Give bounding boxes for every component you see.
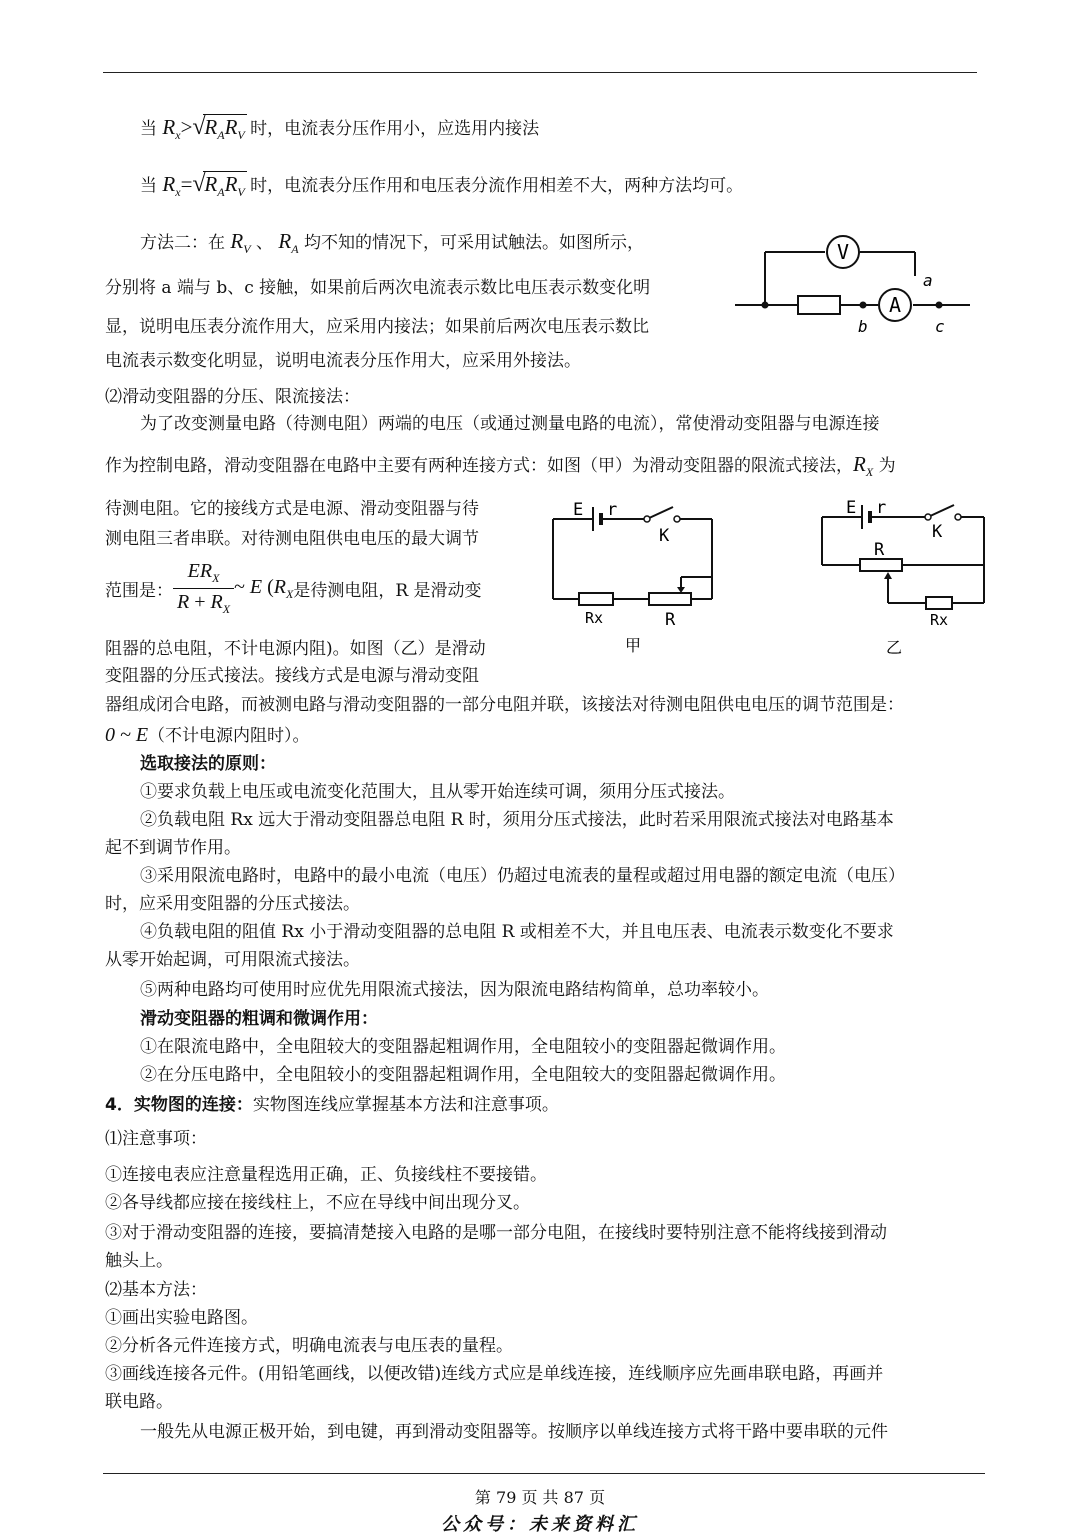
list-item: ④负载电阻的阻值 Rx 小于滑动变阻器的总电阻 R 或相差不大，并且电压表、电流表示数变化不要求: [140, 922, 894, 942]
text: 时，电流表分压作用小，应选用内接法: [244, 119, 540, 139]
list-item: ③采用限流电路时，电路中的最小电流（电压）仍超过电流表的量程或超过用电器的额定电流（电压）: [140, 866, 905, 886]
list-item: ②在分压电路中，全电阻较小的变阻器起粗调作用，全电阻较大的变阻器起微调作用。: [140, 1065, 786, 1085]
section-title: ⑴注意事项：: [105, 1129, 207, 1149]
paragraph-line: 测电阻三者串联。对待测电阻供电电压的最大调节: [105, 529, 479, 549]
list-item: 起不到调节作用。: [105, 838, 241, 858]
section-title: ⑵滑动变阻器的分压、限流接法：: [105, 387, 360, 407]
section-title: ⑵基本方法：: [105, 1280, 207, 1300]
section-four-title: 4．实物图的连接：实物图连线应掌握基本方法和注意事项。: [105, 1095, 559, 1115]
svg-text:K: K: [659, 526, 670, 546]
svg-text:K: K: [932, 522, 943, 542]
text: 当: [140, 176, 163, 196]
range-formula-line: 范围是： $\frac{ER_X}{R + R_X}$ ~ E ($R_X$ 是待测电阻，R 是滑动变: [105, 560, 482, 616]
text: 时，电流表分压作用和电压表分流作用相差不大，两种方法均可。: [244, 176, 744, 196]
list-item: 触头上。: [105, 1251, 173, 1271]
svg-text:R: R: [665, 610, 676, 630]
svg-text:V: V: [836, 240, 850, 264]
voltage-divider-circuit-diagram: [810, 495, 1000, 660]
list-item: 时，应采用变阻器的分压式接法。: [105, 894, 360, 914]
list-item: ⑤两种电路均可使用时应优先用限流式接法，因为限流电路结构简单，总功率较小。: [140, 980, 769, 1000]
paragraph-line: 变阻器的分压式接法。接线方式是电源与滑动变阻: [105, 666, 479, 686]
paragraph-line: 器组成闭合电路，而被测电路与滑动变阻器的一部分电阻并联，该接法对待测电阻供电电压的调节范围是：: [105, 695, 904, 715]
paragraph-line: 分别将 a 端与 b、c 接触，如果前后两次电流表示数比电压表示数变化明: [105, 278, 651, 298]
list-item: ①连接电表应注意量程选用正确，正、负接线柱不要接错。: [105, 1165, 547, 1185]
footer-rule: [103, 1473, 985, 1474]
paragraph-line: 待测电阻。它的接线方式是电源、滑动变阻器与待: [105, 499, 479, 519]
page-number: 第 79 页 共 87 页: [474, 1488, 606, 1507]
paragraph-line: 为了改变测量电路（待测电阻）两端的电压（或通过测量电路的电流），常使滑动变阻器与电源连接: [140, 414, 880, 434]
list-item: ②分析各元件连接方式，明确电流表与电压表的量程。: [105, 1336, 513, 1356]
svg-text:E: E: [573, 500, 584, 520]
rule-either-connection: [140, 172, 743, 204]
svg-text:Rx: Rx: [585, 609, 604, 627]
list-item: 从零开始起调，可用限流式接法。: [105, 950, 360, 970]
paragraph-line: 显，说明电压表分流作用大，应采用内接法；如果前后两次电压表示数比: [105, 317, 649, 337]
svg-text:甲: 甲: [625, 636, 642, 655]
footer-brand: 公众号：未来资料汇: [441, 1514, 639, 1535]
svg-text:R: R: [874, 540, 885, 560]
text: 当: [140, 119, 163, 139]
paragraph-line: 0 ~ E（不计电源内阻时）。: [105, 724, 310, 746]
svg-text:c: c: [935, 317, 945, 336]
svg-text:r: r: [876, 498, 887, 518]
paragraph-line: 电流表示数变化明显，说明电流表分压作用大，应采用外接法。: [105, 351, 581, 371]
svg-text:A: A: [888, 293, 902, 317]
paragraph-line: 阻器的总电阻，不计电源内阻)。如图（乙）是滑动: [105, 639, 486, 659]
method-two-line: 方法二：在 $R_V$ 、 $R_A$ 均不知的情况下，可采用试触法。如图所示，: [140, 229, 644, 256]
svg-text:Rx: Rx: [930, 611, 949, 629]
paragraph-line: 一般先从电源正极开始，到电键，再到滑动变阻器等。按顺序以单线连接方式将干路中要串联的元件: [140, 1422, 888, 1442]
svg-text:b: b: [858, 317, 868, 336]
svg-text:E: E: [846, 498, 857, 518]
list-item: ③画线连接各元件。(用铅笔画线，以便改错)连线方式应是单线连接，连线顺序应先画串联电路，再画并: [105, 1364, 884, 1384]
svg-text:r: r: [607, 500, 618, 520]
svg-text:乙: 乙: [886, 638, 903, 657]
current-limiting-circuit-diagram: [545, 495, 725, 660]
rule-inner-connection: [140, 115, 539, 147]
list-item: ①画出实验电路图。: [105, 1308, 258, 1328]
list-item: ②负载电阻 Rx 远大于滑动变阻器总电阻 R 时，须用分压式接法，此时若采用限流式接法对电路基本: [140, 810, 894, 830]
heading-adjust: 滑动变阻器的粗调和微调作用：: [140, 1009, 378, 1029]
header-rule: [103, 72, 977, 73]
formula-rx-gt: $R_x>$ √ $R_AR_V$: [162, 114, 245, 142]
list-item: ②各导线都应接在接线柱上，不应在导线中间出现分叉。: [105, 1193, 530, 1213]
list-item: ①要求负载上电压或电流变化范围大，且从零开始连续可调，须用分压式接法。: [140, 782, 735, 802]
formula-rx-eq: $R_x=$ √ $R_AR_V$: [162, 171, 245, 199]
heading-principle: 选取接法的原则：: [140, 754, 276, 774]
svg-text:a: a: [923, 271, 933, 290]
list-item: ③对于滑动变阻器的连接，要搞清楚接入电路的是哪一部分电阻，在接线时要特别注意不能将线接到滑动: [105, 1223, 887, 1243]
paragraph-line: 作为控制电路，滑动变阻器在电路中主要有两种连接方式：如图（甲）为滑动变阻器的限流式接法，$R_X$ 为: [105, 452, 896, 479]
list-item: 联电路。: [105, 1392, 173, 1412]
trial-contact-circuit-diagram: [730, 232, 980, 342]
list-item: ①在限流电路中，全电阻较大的变阻器起粗调作用，全电阻较小的变阻器起微调作用。: [140, 1037, 786, 1057]
